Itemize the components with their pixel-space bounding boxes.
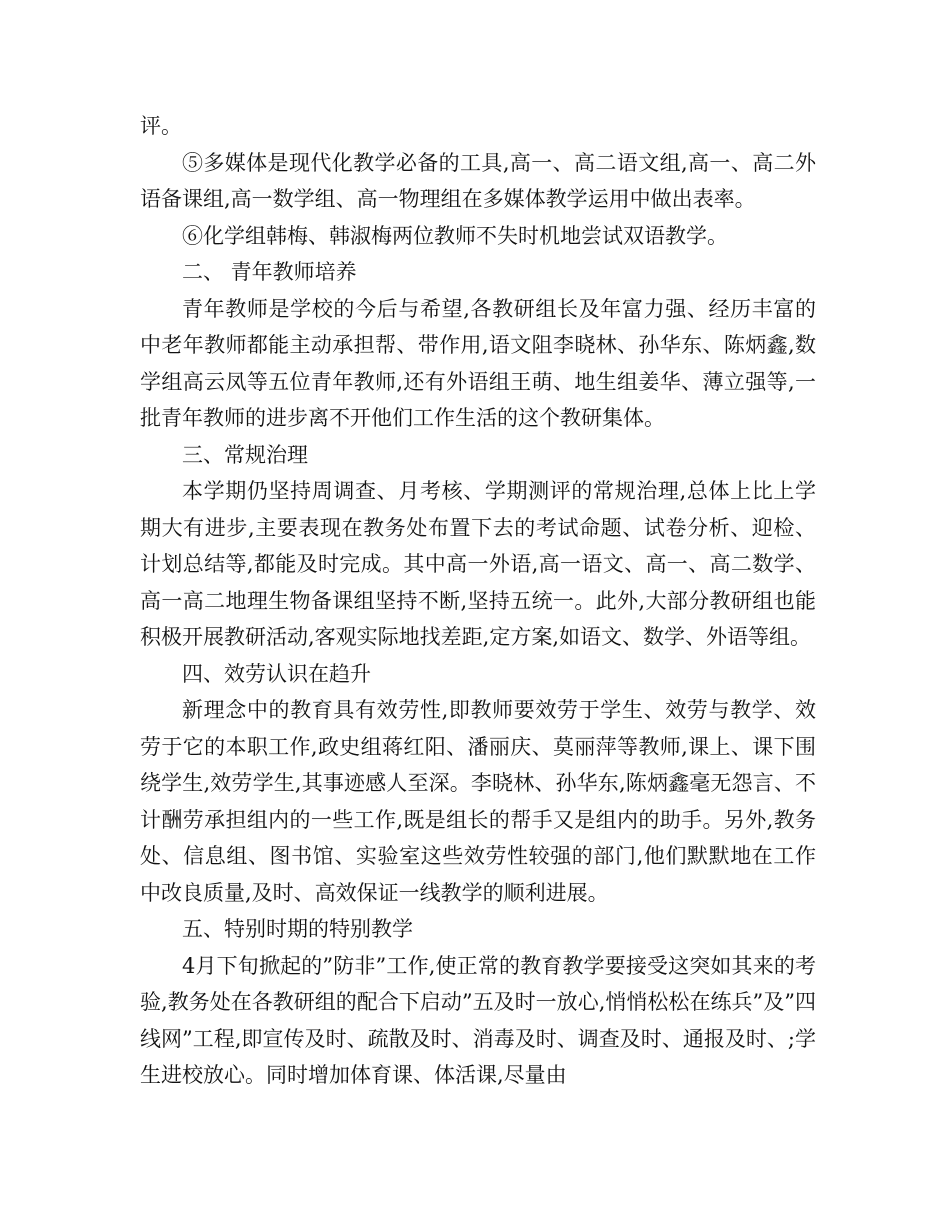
paragraph-bilingual: ⑥化学组韩梅、韩淑梅两位教师不失时机地尝试双语教学。: [182, 223, 728, 248]
paragraph-routine-management: 本学期仍坚持周调查、月考核、学期测评的常规治理,总体上比上学期大有进步,主要表现在教务处布置下去的考试命题、试卷分析、迎检、计划总结等,都能及时完成。其中高一外语,高一语文、高一、高二数学、高一高二地理生物备课组坚持不断,坚持五统一。此外,大部分教研组也能积极开展教研活动,客观实际地找差距,定方案,如语文、数学、外语等组。: [140, 479, 816, 649]
section-heading-routine-management: 三、常规治理: [182, 442, 308, 467]
paragraph-special-period: 4月下旬掀起的”防非”工作,使正常的教育教学要接受这突如其来的考验,教务处在各教研组的配合下启动”五及时一放心,悄悄松松在练兵”及”四线网”工程,即宣传及时、疏散及时、消毒及时、调查及时、通报及时、;学生进校放心。同时增加体育课、体活课,尽量由: [140, 953, 816, 1087]
paragraph-service: 新理念中的教育具有效劳性,即教师要效劳于学生、效劳与教学、效劳于它的本职工作,政史组蒋红阳、潘丽庆、莫丽萍等教师,课上、课下围绕学生,效劳学生,其事迹感人至深。李晓林、孙华东,陈炳鑫毫无怨言、不计酬劳承担组内的一些工作,既是组长的帮手又是组内的助手。另外,教务处、信息组、图书馆、实验室这些效劳性较强的部门,他们默默地在工作中改良质量,及时、高效保证一线教学的顺利进展。: [140, 698, 816, 905]
paragraph-multimedia: ⑤多媒体是现代化教学必备的工具,高一、高二语文组,高一、高二外语备课组,高一数学组、高一物理组在多媒体教学运用中做出表率。: [140, 150, 816, 211]
document-page: [140, 108, 816, 1094]
section-heading-young-teachers: 二、 青年教师培养: [182, 260, 357, 284]
paragraph-continuation: 评。: [140, 114, 182, 138]
paragraph-young-teachers: 青年教师是学校的今后与希望,各教研组长及年富力强、经历丰富的中老年教师都能主动承担帮、带作用,语文阻李晓林、孙华东、陈炳鑫,数学组高云凤等五位青年教师,还有外语组王萌、地生组姜华、薄立强等,一批青年教师的进步离不开他们工作生活的这个教研集体。: [140, 296, 816, 430]
section-heading-service: 四、效劳认识在趋升: [182, 661, 371, 686]
section-heading-special-period: 五、特别时期的特别教学: [182, 917, 413, 941]
